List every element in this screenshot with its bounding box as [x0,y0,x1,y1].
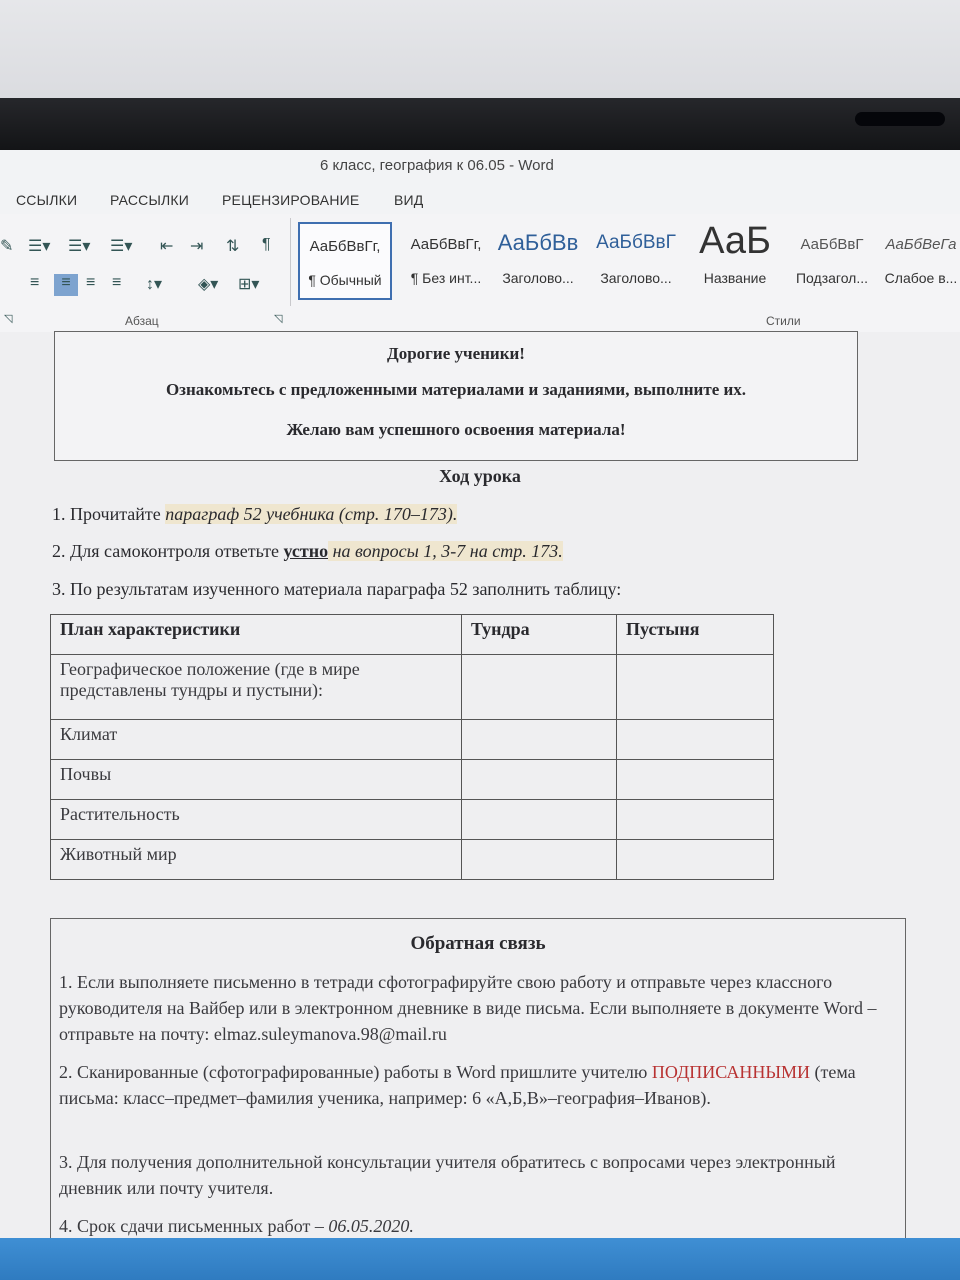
borders-icon[interactable]: ⊞▾ [238,276,260,293]
table-header: Тундра [462,615,617,655]
greeting-line-1: Дорогие ученики! [387,344,525,363]
webcam [855,112,945,126]
table-cell[interactable] [462,720,617,760]
table-header: Пустыня [617,615,774,655]
tab-review[interactable]: РЕЦЕНЗИРОВАНИЕ [222,192,360,208]
lesson-item-3: 3. По результатам изученного материала параграфа 52 заполнить таблицу: [52,579,622,599]
tab-view[interactable]: ВИД [394,192,424,208]
style-subtle-emphasis[interactable]: АаБбВеГа Слабое в... [884,236,958,286]
align-left-icon[interactable]: ≡ [30,274,40,291]
characteristics-table [50,614,774,880]
lesson-item-1: 1. Прочитайте параграф 52 учебника (стр. 170–173). [52,504,458,524]
lesson-heading: Ход урока [439,466,521,486]
increase-indent-icon[interactable]: ⇥ [190,238,204,255]
table-cell[interactable] [617,760,774,800]
align-right-icon[interactable]: ≡ [86,274,96,291]
paragraph-group-label: Абзац [125,314,159,328]
feedback-paragraph-3: 3. Для получения дополнительной консультации учителя обратитесь с вопросами через электронный дневник или почту учителя. [59,1152,836,1198]
table-row [51,760,774,800]
status-bar [0,1238,960,1280]
greeting-line-2: Ознакомьтесь с предложенными материалами и заданиями, выполните их. [165,380,747,399]
sort-icon[interactable]: ⇅ [226,238,240,255]
bullets-icon[interactable]: ☰▾ [28,238,51,255]
decrease-indent-icon[interactable]: ⇤ [160,238,174,255]
feedback-heading: Обратная связь [410,933,546,954]
feedback-paragraph-1: 1. Если выполняете письменно в тетради сфотографируйте свою работу и отправьте через классного руководителя на Вайбер или в электронном дневнике в виде письма. Если выполняете в документе Word – отправьте на почту: elmaz.suleymanova.98@mail.ru [59,972,877,1044]
table-row [51,655,774,720]
table-header-row [51,615,774,655]
tab-links[interactable]: ССЫЛКИ [16,192,78,208]
greeting-box [54,331,858,461]
table-header: План характеристики [51,615,462,655]
table-cell[interactable] [462,800,617,840]
align-center-icon[interactable]: ≡ [54,274,78,296]
style-normal[interactable]: АаБбВвГг, ¶ Обычный [298,222,392,300]
table-row [51,840,774,880]
style-no-spacing[interactable]: АаБбВвГг, ¶ Без инт... [410,236,482,286]
styles-group-label: Стили [766,314,801,328]
style-title[interactable]: АаБ Название [699,220,771,286]
table-cell: Почвы [51,760,462,800]
table-row [51,800,774,840]
brush-icon[interactable]: ✎ [0,238,14,255]
style-heading-1[interactable]: АаБбВв Заголово... [497,230,579,286]
greeting-line-3: Желаю вам успешного освоения материала! [286,420,626,439]
pilcrow-icon[interactable]: ¶ [262,236,271,253]
paragraph-dialog-launcher-icon[interactable]: ◹ [274,313,283,325]
table-cell: Климат [51,720,462,760]
table-cell[interactable] [617,800,774,840]
tab-mailings[interactable]: РАССЫЛКИ [110,192,190,208]
table-cell[interactable] [462,840,617,880]
multilevel-list-icon[interactable]: ☰▾ [110,238,133,255]
table-cell[interactable] [617,840,774,880]
lesson-item-2: 2. Для самоконтроля ответьте устно на вопросы 1, 3-7 на стр. 173. [52,541,563,561]
shading-icon[interactable]: ◈▾ [198,276,219,293]
table-row [51,720,774,760]
table-cell: Растительность [51,800,462,840]
style-heading-2[interactable]: АаБбВвГ Заголово... [596,232,676,286]
style-subtitle[interactable]: АаБбВвГ Подзагол... [795,236,869,286]
feedback-paragraph-4: 4. Срок сдачи письменных работ – 06.05.2020. [59,1216,414,1236]
table-cell: Животный мир [51,840,462,880]
table-cell: Географическое положение (где в мире представлены тундры и пустыни): [51,655,462,720]
table-cell[interactable] [462,760,617,800]
feedback-paragraph-2: 2. Сканированные (сфотографированные) работы в Word пришлите учителю ПОДПИСАННЫМИ (тема письма: класс–предмет–фамилия ученика, например: 6 «А,Б,В»–география–Иванов). [59,1062,856,1108]
feedback-box [50,918,906,1248]
table-cell[interactable] [617,720,774,760]
background-wall [0,0,960,105]
monitor-bezel [0,98,960,156]
numbering-icon[interactable]: ☰▾ [68,238,91,255]
dialog-launcher-icon[interactable]: ◹ [4,313,13,325]
justify-icon[interactable]: ≡ [112,274,122,291]
title-bar [0,150,960,182]
ribbon-tabs [0,182,960,216]
table-cell[interactable] [617,655,774,720]
table-cell[interactable] [462,655,617,720]
window-title: 6 класс, география к 06.05 - Word [320,157,554,174]
line-spacing-icon[interactable]: ↕▾ [146,276,163,293]
ribbon [0,214,960,333]
